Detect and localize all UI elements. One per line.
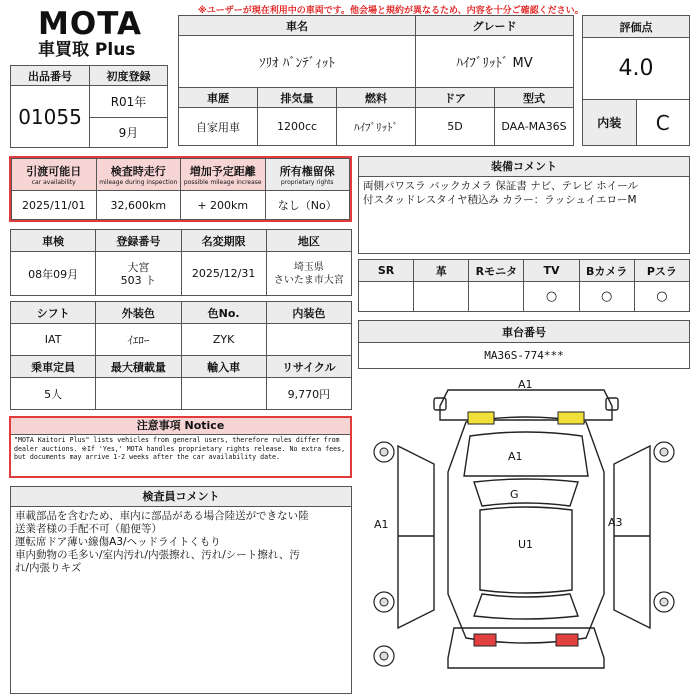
displacement: 1200cc [258, 108, 337, 146]
vehicle-table [178, 15, 574, 146]
capacity: 5人 [11, 378, 96, 410]
mileage-increase: + 200km [181, 191, 266, 220]
history-label: 車歴 [179, 88, 258, 108]
plate-number: 大宮 503 ト [96, 252, 181, 296]
import [181, 378, 266, 410]
equipment-line-2: 付スタッドレスタイヤ積込み カラー：ラッシュイエローM [363, 194, 637, 206]
model: DAA-MA36S [495, 108, 574, 146]
notice-text: "MOTA Kaitori Plus" lists vehicles from general users, therefore rules differ from dealer auctions. ※If 'Yes,' MOTA handles proprietary rights release. No extra fees, but documents may arrive 1-2 weeks after the car availability date. [14, 436, 346, 462]
first-reg-month: 9月 [90, 118, 168, 148]
name-change-deadline: 2025/12/31 [181, 252, 266, 296]
color-no-label: 色No. [181, 302, 266, 324]
doors-label: ドア [416, 88, 495, 108]
first-reg-era: R01年 [90, 86, 168, 118]
notice-box [9, 416, 352, 478]
mota-logo [38, 8, 168, 60]
inspector-line-4: 車内動物の毛多い/室内汚れ/内張擦れ、汚れ/シート擦れ、汚 [15, 549, 300, 561]
mileage-header: 検査時走行 mileage during inspection [96, 159, 181, 191]
displacement-label: 排気量 [258, 88, 337, 108]
capacity-label: 乗車定員 [11, 356, 96, 378]
inspector-panel [10, 486, 352, 694]
right-side-outline [614, 446, 650, 628]
grade: ﾊｲﾌﾞﾘｯﾄﾞ MV [416, 36, 574, 88]
history: 自家用車 [179, 108, 258, 146]
model-label: 型式 [495, 88, 574, 108]
inspector-line-3: 運転席ドア薄い線傷A3/ヘッドライトくもり [15, 536, 221, 548]
district-label: 地区 [266, 230, 351, 252]
option-leather-label: 革 [414, 260, 469, 282]
registration-table [10, 229, 352, 296]
equipment-panel [358, 156, 690, 254]
inspection-label: 車検 [11, 230, 96, 252]
front-damage-label: A1 [518, 378, 533, 391]
option-pslide-value: ○ [634, 282, 689, 312]
inspection-date: 08年09月 [11, 252, 96, 296]
hood-outline [464, 432, 588, 476]
color-no: ZYK [181, 324, 266, 356]
rear-view-outline [448, 628, 604, 668]
fuel-label: 燃料 [337, 88, 416, 108]
roof-damage-label: U1 [518, 538, 534, 551]
car-availability-date: 2025/11/01 [12, 191, 97, 220]
damage-map [358, 376, 690, 696]
option-sr-value [359, 282, 414, 312]
rear-glass-outline [474, 594, 578, 619]
inspection-mileage: 32,600km [96, 191, 181, 220]
shift-label: シフト [11, 302, 96, 324]
listing-number: 01055 [11, 86, 90, 148]
option-rmonitor-value [469, 282, 524, 312]
inspector-title: 検査員コメント [11, 487, 351, 507]
max-load-label: 最大積載量 [96, 356, 181, 378]
interior-color-label: 内装色 [266, 302, 351, 324]
score-table [582, 15, 690, 146]
top-notice: ※ユーザーが現在利用中の車両です。他会場と規約が異なるため、内容を十分ご確認ください。 [198, 6, 584, 16]
recycle-fee: 9,770円 [266, 378, 351, 410]
shift: IAT [11, 324, 96, 356]
mileage-increase-header: 増加予定距離 possible mileage increase [181, 159, 266, 191]
car-name-label: 車名 [179, 16, 416, 36]
logo-main: MOTA [38, 6, 142, 42]
chassis-table [358, 320, 690, 369]
inspector-line-1: 車載部品を含むため、車内に部品がある場合陸送ができない陸 [15, 510, 309, 522]
score-value: 4.0 [583, 38, 690, 100]
chassis-number: MA36S-774*** [359, 343, 690, 369]
car-availability-header: 引渡可能日 car availability [12, 159, 97, 191]
proprietary-rights: なし（No） [265, 191, 350, 220]
district: 埼玉県 さいたま市大宮 [266, 252, 351, 296]
equipment-title: 装備コメント [359, 157, 689, 177]
inspector-line-2: 送業者様の手配不可（船便等） [15, 523, 162, 535]
fuel: ﾊｲﾌﾞﾘｯﾄﾞ [337, 108, 416, 146]
windshield-outline [474, 479, 578, 506]
front-view-outline [440, 390, 612, 420]
interior-value: C [636, 100, 690, 146]
specs-table [10, 301, 352, 410]
option-bcamera-value: ○ [579, 282, 634, 312]
grade-label: グレード [416, 16, 574, 36]
logo-sub: 車買取 Plus [38, 40, 136, 60]
recycle-label: リサイクル [266, 356, 351, 378]
interior-color [266, 324, 351, 356]
first-reg-label: 初度登録 [90, 66, 168, 86]
headlight-right [558, 412, 584, 424]
interior-label: 内装 [583, 100, 637, 146]
option-pslide-label: Pスラ [634, 260, 689, 282]
headlight-left [468, 412, 494, 424]
left-side-outline [398, 446, 434, 628]
exterior-color-label: 外装色 [96, 302, 181, 324]
windshield-damage-label: G [510, 488, 519, 501]
listing-table [10, 65, 168, 148]
hood-damage-label: A1 [508, 450, 523, 463]
import-label: 輸入車 [181, 356, 266, 378]
car-body-outline [448, 417, 604, 643]
doors: 5D [416, 108, 495, 146]
taillight-right [556, 634, 578, 646]
chassis-label: 車台番号 [359, 321, 690, 343]
right-side-damage-label: A3 [608, 516, 623, 529]
exterior-color: ｲｴﾛｰ [96, 324, 181, 356]
option-tv-value: ○ [524, 282, 579, 312]
notice-title: 注意事項 Notice [11, 418, 350, 435]
inspector-line-5: れ/内張りキズ [15, 562, 82, 574]
availability-box [9, 156, 352, 222]
equipment-line-1: 両側パワスラ バックカメラ 保証書 ナビ、テレビ ホイール [363, 180, 639, 192]
taillight-left [474, 634, 496, 646]
name-change-label: 名変期限 [181, 230, 266, 252]
option-leather-value [414, 282, 469, 312]
score-label: 評価点 [583, 16, 690, 38]
options-table [358, 259, 690, 312]
option-sr-label: SR [359, 260, 414, 282]
max-load [96, 378, 181, 410]
proprietary-rights-header: 所有権留保 proprietary rights [265, 159, 350, 191]
option-tv-label: TV [524, 260, 579, 282]
listing-number-label: 出品番号 [11, 66, 90, 86]
plate-label: 登録番号 [96, 230, 181, 252]
option-rmonitor-label: Rモニタ [469, 260, 524, 282]
car-name: ｿﾘｵ ﾊﾞﾝﾃﾞｨｯﾄ [179, 36, 416, 88]
option-bcamera-label: Bカメラ [579, 260, 634, 282]
left-side-damage-label: A1 [374, 518, 389, 531]
